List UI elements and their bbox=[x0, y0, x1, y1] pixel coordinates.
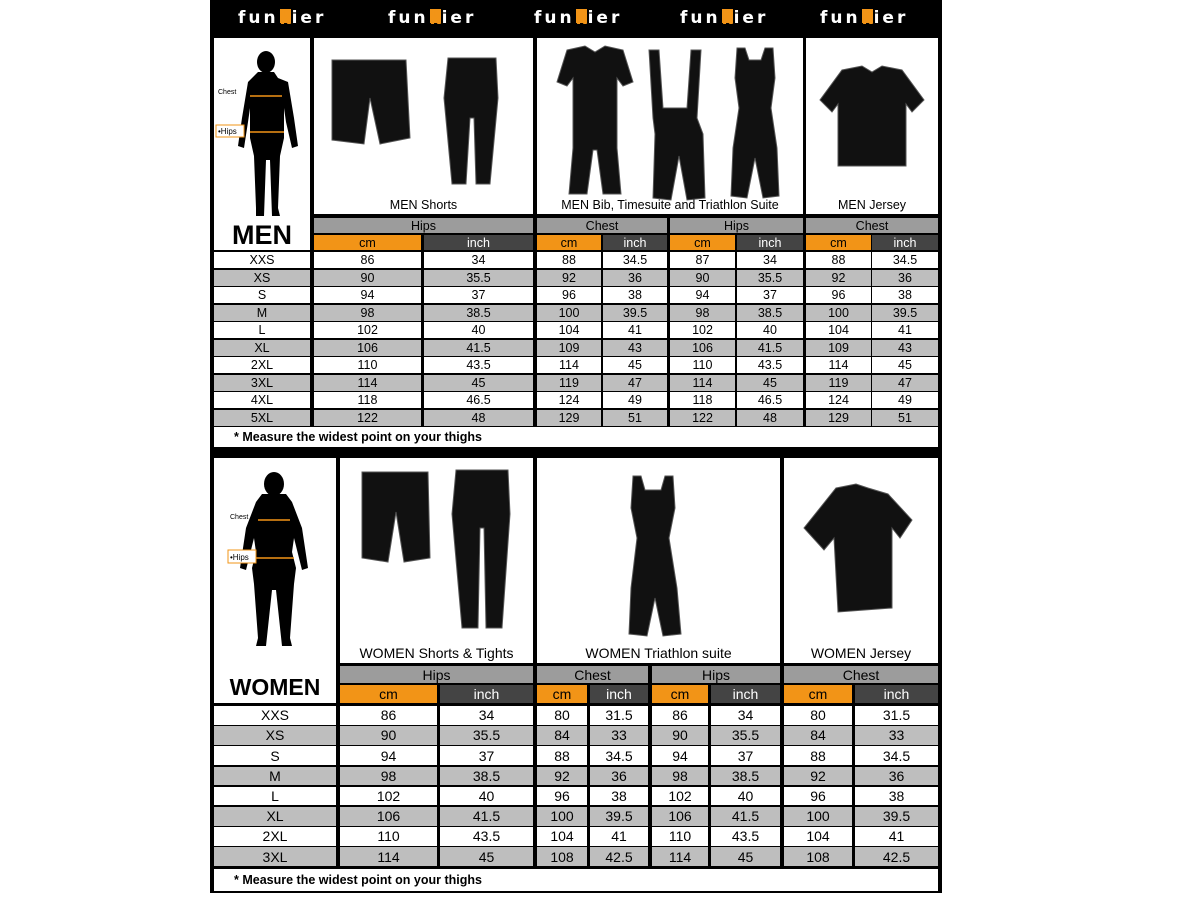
size-value-cell: 31.5 bbox=[855, 706, 938, 725]
size-value-cell: 129 bbox=[806, 410, 871, 426]
size-value-cell: 45 bbox=[424, 375, 533, 391]
size-label-cell: XXS bbox=[214, 252, 310, 268]
triathlon-suit-icon bbox=[537, 38, 803, 214]
size-value-cell: 39.5 bbox=[603, 305, 667, 321]
unit-inch-header: inch bbox=[872, 235, 938, 250]
size-label-cell: XXS bbox=[214, 706, 336, 725]
size-value-cell: 80 bbox=[784, 706, 852, 725]
female-body-silhouette-icon bbox=[214, 458, 336, 703]
size-value-cell: 114 bbox=[670, 375, 735, 391]
men-jersey-caption: MEN Jersey bbox=[837, 198, 907, 212]
size-value-cell: 43.5 bbox=[440, 827, 533, 846]
size-value-cell: 100 bbox=[537, 807, 587, 826]
size-value-cell: 110 bbox=[670, 357, 735, 373]
size-value-cell: 36 bbox=[590, 767, 648, 786]
size-value-cell: 98 bbox=[314, 305, 421, 321]
size-value-cell: 35.5 bbox=[440, 726, 533, 745]
size-value-cell: 34.5 bbox=[855, 746, 938, 765]
size-label-cell: M bbox=[214, 767, 336, 786]
women-shorts-caption: WOMEN Shorts & Tights bbox=[359, 645, 514, 661]
size-value-cell: 38.5 bbox=[737, 305, 803, 321]
size-value-cell: 34 bbox=[424, 252, 533, 268]
unit-inch-header: inch bbox=[855, 685, 938, 703]
unit-cm-header: cm bbox=[537, 235, 601, 250]
brand-logo: funkier bbox=[820, 8, 909, 29]
women-title: WOMEN bbox=[229, 674, 321, 700]
size-value-cell: 42.5 bbox=[855, 847, 938, 866]
size-value-cell: 92 bbox=[537, 767, 587, 786]
men-figure-panel bbox=[214, 38, 310, 250]
size-label-cell: 4XL bbox=[214, 392, 310, 408]
unit-cm-header: cm bbox=[314, 235, 421, 250]
male-body-silhouette-icon bbox=[214, 38, 310, 250]
jersey-icon bbox=[784, 458, 938, 663]
size-label-cell: 5XL bbox=[214, 410, 310, 426]
size-value-cell: 41.5 bbox=[711, 807, 780, 826]
size-value-cell: 35.5 bbox=[737, 270, 803, 286]
size-value-cell: 119 bbox=[537, 375, 601, 391]
size-value-cell: 106 bbox=[314, 340, 421, 356]
size-value-cell: 35.5 bbox=[424, 270, 533, 286]
measure-header: Hips bbox=[314, 218, 533, 233]
size-value-cell: 94 bbox=[652, 746, 708, 765]
size-value-cell: 114 bbox=[652, 847, 708, 866]
size-value-cell: 34.5 bbox=[590, 746, 648, 765]
size-value-cell: 34.5 bbox=[603, 252, 667, 268]
size-value-cell: 124 bbox=[806, 392, 871, 408]
size-value-cell: 43.5 bbox=[737, 357, 803, 373]
unit-inch-header: inch bbox=[737, 235, 803, 250]
size-value-cell: 41 bbox=[855, 827, 938, 846]
size-value-cell: 94 bbox=[340, 746, 437, 765]
size-value-cell: 51 bbox=[603, 410, 667, 426]
size-value-cell: 33 bbox=[590, 726, 648, 745]
size-value-cell: 38.5 bbox=[711, 767, 780, 786]
size-label-cell: 2XL bbox=[214, 357, 310, 373]
unit-inch-header: inch bbox=[424, 235, 533, 250]
size-value-cell: 47 bbox=[603, 375, 667, 391]
size-value-cell: 45 bbox=[711, 847, 780, 866]
size-label-cell: S bbox=[214, 287, 310, 303]
size-value-cell: 114 bbox=[537, 357, 601, 373]
size-value-cell: 41.5 bbox=[737, 340, 803, 356]
size-value-cell: 45 bbox=[872, 357, 938, 373]
size-value-cell: 102 bbox=[652, 787, 708, 806]
size-value-cell: 31.5 bbox=[590, 706, 648, 725]
size-value-cell: 39.5 bbox=[855, 807, 938, 826]
size-value-cell: 39.5 bbox=[872, 305, 938, 321]
size-value-cell: 102 bbox=[340, 787, 437, 806]
size-value-cell: 38 bbox=[603, 287, 667, 303]
size-value-cell: 96 bbox=[537, 787, 587, 806]
size-value-cell: 104 bbox=[784, 827, 852, 846]
jersey-icon bbox=[806, 38, 938, 214]
size-value-cell: 88 bbox=[806, 252, 871, 268]
size-value-cell: 124 bbox=[537, 392, 601, 408]
size-value-cell: 114 bbox=[340, 847, 437, 866]
size-value-cell: 41 bbox=[590, 827, 648, 846]
measure-header: Hips bbox=[652, 666, 780, 683]
size-value-cell: 104 bbox=[537, 827, 587, 846]
size-value-cell: 80 bbox=[537, 706, 587, 725]
size-value-cell: 49 bbox=[603, 392, 667, 408]
men-measure-note: * Measure the widest point on your thighs bbox=[214, 427, 938, 447]
size-value-cell: 114 bbox=[314, 375, 421, 391]
women-trisuit-panel bbox=[537, 458, 780, 663]
men-title: MEN bbox=[232, 220, 292, 250]
size-value-cell: 36 bbox=[603, 270, 667, 286]
size-label-cell: XS bbox=[214, 726, 336, 745]
size-value-cell: 100 bbox=[806, 305, 871, 321]
size-value-cell: 41.5 bbox=[424, 340, 533, 356]
size-value-cell: 49 bbox=[872, 392, 938, 408]
unit-cm-header: cm bbox=[806, 235, 871, 250]
size-value-cell: 96 bbox=[784, 787, 852, 806]
size-value-cell: 34.5 bbox=[872, 252, 938, 268]
size-value-cell: 43.5 bbox=[424, 357, 533, 373]
unit-inch-header: inch bbox=[711, 685, 780, 703]
size-value-cell: 37 bbox=[737, 287, 803, 303]
size-value-cell: 98 bbox=[652, 767, 708, 786]
size-value-cell: 118 bbox=[670, 392, 735, 408]
size-value-cell: 119 bbox=[806, 375, 871, 391]
size-value-cell: 38.5 bbox=[440, 767, 533, 786]
size-value-cell: 96 bbox=[537, 287, 601, 303]
size-value-cell: 46.5 bbox=[737, 392, 803, 408]
men-shorts-caption: MEN Shorts bbox=[389, 198, 458, 212]
size-value-cell: 104 bbox=[806, 322, 871, 338]
chest-label: Chest bbox=[230, 514, 249, 521]
men-suits-caption: MEN Bib, Timesuite and Triathlon Suite bbox=[561, 198, 779, 212]
size-value-cell: 37 bbox=[440, 746, 533, 765]
size-value-cell: 102 bbox=[670, 322, 735, 338]
unit-cm-header: cm bbox=[537, 685, 587, 703]
size-value-cell: 45 bbox=[603, 357, 667, 373]
size-value-cell: 94 bbox=[314, 287, 421, 303]
measure-header: Chest bbox=[537, 218, 667, 233]
size-label-cell: L bbox=[214, 322, 310, 338]
unit-cm-header: cm bbox=[784, 685, 852, 703]
men-shorts-panel bbox=[314, 38, 533, 214]
size-label-cell: 3XL bbox=[214, 847, 336, 866]
brand-logo: funkier bbox=[238, 8, 327, 29]
size-value-cell: 102 bbox=[314, 322, 421, 338]
measure-header: Hips bbox=[670, 218, 803, 233]
size-value-cell: 40 bbox=[737, 322, 803, 338]
hips-label: •Hips bbox=[230, 553, 249, 562]
size-value-cell: 45 bbox=[440, 847, 533, 866]
size-value-cell: 98 bbox=[670, 305, 735, 321]
size-value-cell: 39.5 bbox=[590, 807, 648, 826]
size-label-cell: XL bbox=[214, 340, 310, 356]
size-value-cell: 90 bbox=[670, 270, 735, 286]
size-value-cell: 110 bbox=[314, 357, 421, 373]
size-value-cell: 88 bbox=[537, 252, 601, 268]
size-value-cell: 40 bbox=[711, 787, 780, 806]
size-value-cell: 34 bbox=[737, 252, 803, 268]
size-value-cell: 92 bbox=[537, 270, 601, 286]
women-shorts-panel bbox=[340, 458, 533, 663]
size-value-cell: 84 bbox=[784, 726, 852, 745]
brand-logo: funkier bbox=[534, 8, 623, 29]
unit-inch-header: inch bbox=[590, 685, 648, 703]
size-value-cell: 106 bbox=[670, 340, 735, 356]
unit-cm-header: cm bbox=[670, 235, 735, 250]
tights-garment-icon bbox=[314, 38, 533, 214]
size-value-cell: 40 bbox=[440, 787, 533, 806]
size-value-cell: 88 bbox=[537, 746, 587, 765]
size-value-cell: 110 bbox=[652, 827, 708, 846]
size-value-cell: 34 bbox=[711, 706, 780, 725]
size-value-cell: 94 bbox=[670, 287, 735, 303]
size-value-cell: 92 bbox=[784, 767, 852, 786]
measure-header: Hips bbox=[340, 666, 533, 683]
size-value-cell: 90 bbox=[314, 270, 421, 286]
size-value-cell: 90 bbox=[340, 726, 437, 745]
size-value-cell: 43.5 bbox=[711, 827, 780, 846]
size-value-cell: 38 bbox=[872, 287, 938, 303]
size-value-cell: 122 bbox=[314, 410, 421, 426]
size-value-cell: 109 bbox=[537, 340, 601, 356]
unit-inch-header: inch bbox=[603, 235, 667, 250]
size-value-cell: 86 bbox=[340, 706, 437, 725]
unit-cm-header: cm bbox=[652, 685, 708, 703]
size-value-cell: 43 bbox=[872, 340, 938, 356]
size-value-cell: 42.5 bbox=[590, 847, 648, 866]
brand-logo: funkier bbox=[388, 8, 477, 29]
women-figure-panel bbox=[214, 458, 336, 703]
measure-header: Chest bbox=[806, 218, 938, 233]
women-trisuit-caption: WOMEN Triathlon suite bbox=[585, 645, 732, 661]
size-value-cell: 109 bbox=[806, 340, 871, 356]
size-value-cell: 100 bbox=[537, 305, 601, 321]
size-value-cell: 46.5 bbox=[424, 392, 533, 408]
size-label-cell: L bbox=[214, 787, 336, 806]
chest-label: Chest bbox=[218, 89, 237, 96]
size-value-cell: 41 bbox=[872, 322, 938, 338]
size-value-cell: 129 bbox=[537, 410, 601, 426]
size-label-cell: XS bbox=[214, 270, 310, 286]
size-value-cell: 47 bbox=[872, 375, 938, 391]
size-value-cell: 38 bbox=[590, 787, 648, 806]
size-value-cell: 106 bbox=[340, 807, 437, 826]
men-suits-panel bbox=[537, 38, 803, 214]
size-label-cell: XL bbox=[214, 807, 336, 826]
size-value-cell: 37 bbox=[424, 287, 533, 303]
size-value-cell: 33 bbox=[855, 726, 938, 745]
women-jersey-panel bbox=[784, 458, 938, 663]
hips-label: •Hips bbox=[218, 127, 237, 136]
size-value-cell: 45 bbox=[737, 375, 803, 391]
size-value-cell: 108 bbox=[784, 847, 852, 866]
size-label-cell: S bbox=[214, 746, 336, 765]
size-value-cell: 88 bbox=[784, 746, 852, 765]
measure-header: Chest bbox=[784, 666, 938, 683]
size-value-cell: 92 bbox=[806, 270, 871, 286]
size-value-cell: 118 bbox=[314, 392, 421, 408]
size-value-cell: 86 bbox=[652, 706, 708, 725]
size-value-cell: 104 bbox=[537, 322, 601, 338]
size-value-cell: 35.5 bbox=[711, 726, 780, 745]
size-value-cell: 38.5 bbox=[424, 305, 533, 321]
size-value-cell: 40 bbox=[424, 322, 533, 338]
size-value-cell: 41.5 bbox=[440, 807, 533, 826]
size-value-cell: 36 bbox=[872, 270, 938, 286]
size-value-cell: 43 bbox=[603, 340, 667, 356]
size-value-cell: 86 bbox=[314, 252, 421, 268]
size-label-cell: 2XL bbox=[214, 827, 336, 846]
unit-cm-header: cm bbox=[340, 685, 437, 703]
size-value-cell: 38 bbox=[855, 787, 938, 806]
size-value-cell: 114 bbox=[806, 357, 871, 373]
unit-inch-header: inch bbox=[440, 685, 533, 703]
size-value-cell: 37 bbox=[711, 746, 780, 765]
size-value-cell: 90 bbox=[652, 726, 708, 745]
women-jersey-caption: WOMEN Jersey bbox=[810, 645, 912, 661]
size-value-cell: 100 bbox=[784, 807, 852, 826]
size-value-cell: 41 bbox=[603, 322, 667, 338]
size-value-cell: 108 bbox=[537, 847, 587, 866]
measure-header: Chest bbox=[537, 666, 648, 683]
tights-garment-icon bbox=[340, 458, 533, 663]
size-value-cell: 51 bbox=[872, 410, 938, 426]
men-jersey-panel bbox=[806, 38, 938, 214]
size-label-cell: 3XL bbox=[214, 375, 310, 391]
size-label-cell: M bbox=[214, 305, 310, 321]
size-value-cell: 110 bbox=[340, 827, 437, 846]
size-value-cell: 122 bbox=[670, 410, 735, 426]
size-value-cell: 48 bbox=[424, 410, 533, 426]
size-value-cell: 36 bbox=[855, 767, 938, 786]
triathlon-suit-icon bbox=[537, 458, 780, 663]
size-value-cell: 87 bbox=[670, 252, 735, 268]
size-value-cell: 96 bbox=[806, 287, 871, 303]
women-measure-note: * Measure the widest point on your thighs bbox=[214, 869, 938, 891]
size-value-cell: 98 bbox=[340, 767, 437, 786]
brand-logo: funkier bbox=[680, 8, 769, 29]
size-value-cell: 34 bbox=[440, 706, 533, 725]
size-value-cell: 48 bbox=[737, 410, 803, 426]
size-value-cell: 106 bbox=[652, 807, 708, 826]
size-value-cell: 84 bbox=[537, 726, 587, 745]
